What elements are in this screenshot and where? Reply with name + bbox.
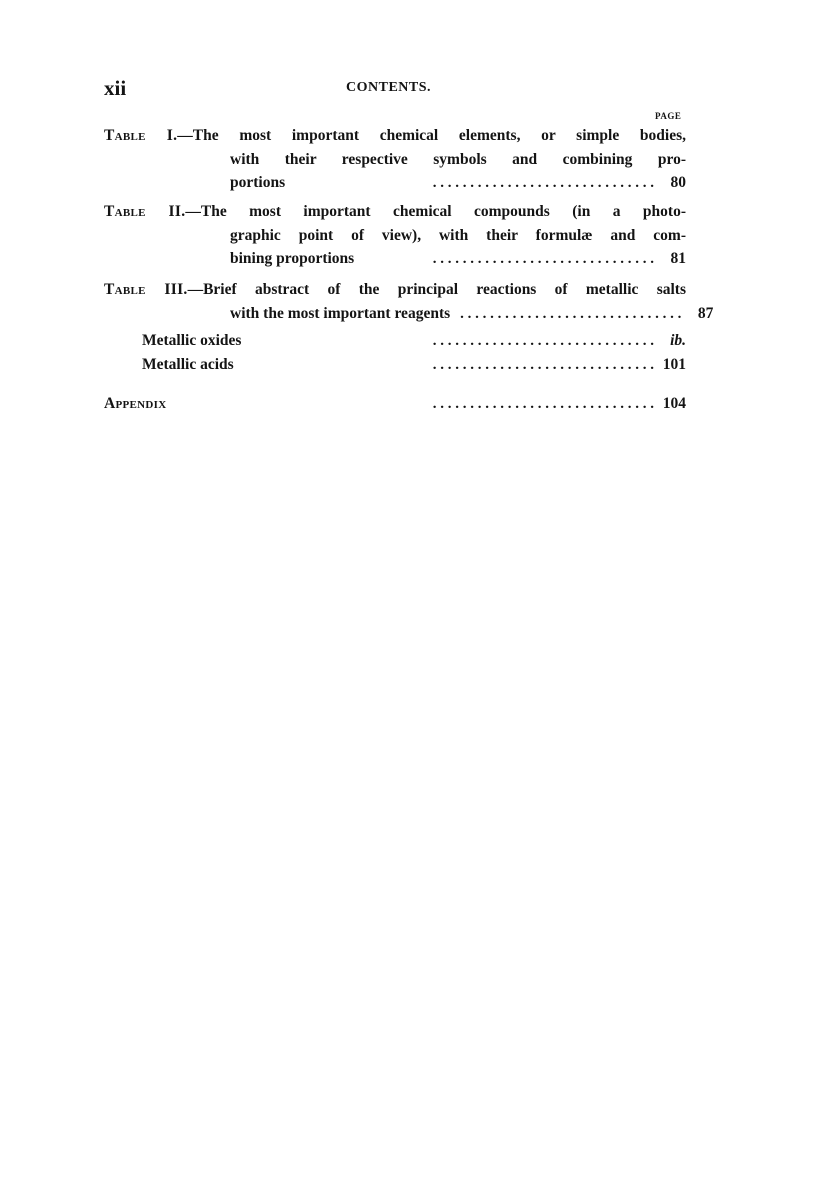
toc-page-number: ib. bbox=[670, 332, 686, 349]
leader-dots: . . . . . . . . . . . . . . . . . . . . . . . . . . . . . . bbox=[432, 175, 654, 191]
page-column-label: PAGE bbox=[655, 111, 682, 121]
toc-entry-line bbox=[230, 247, 686, 272]
toc-entry-text: bining proportions bbox=[230, 250, 355, 267]
toc-entry-line bbox=[230, 171, 686, 196]
toc-entry-table-1 bbox=[104, 124, 686, 196]
toc-subentry-metallic-oxides bbox=[142, 329, 686, 354]
toc-entry-text: with the most important reagents bbox=[230, 304, 451, 322]
toc-entry-line bbox=[104, 278, 686, 302]
toc-entry-text: portions bbox=[230, 174, 286, 191]
toc-entry-text: —Brief abstract of the principal reactions of metallic salts bbox=[187, 281, 687, 298]
toc-entry-label: Table III. bbox=[104, 281, 188, 298]
toc-entry-text: —The most important chemical elements, or simple bodies, bbox=[177, 127, 686, 144]
toc-entry-line bbox=[230, 302, 714, 327]
toc-entry-text: —The most important chemical compounds (in a photo- bbox=[185, 203, 686, 220]
toc-entry-label: Appendix bbox=[104, 395, 167, 412]
leader-dots: . . . . . . . . . . . . . . . . . . . . . . . . . . . . . . bbox=[432, 396, 654, 412]
leader-dots: . . . . . . . . . . . . . . . . . . . . . . . . . . . . . . bbox=[460, 305, 682, 322]
page-number: xii bbox=[104, 76, 127, 100]
toc-entry-line: with their respective symbols and combining pro- bbox=[230, 150, 686, 168]
toc-entry-appendix bbox=[104, 392, 686, 417]
running-head: CONTENTS. bbox=[346, 80, 432, 95]
toc-entry-line bbox=[104, 124, 686, 148]
toc-entry-label: Table I. bbox=[104, 127, 178, 144]
toc-entry-text: Metallic acids bbox=[142, 356, 234, 373]
toc-page-number: 101 bbox=[662, 356, 686, 373]
toc-entry-text: Metallic oxides bbox=[142, 332, 242, 349]
toc-entry-label: Table II. bbox=[104, 203, 186, 220]
toc-page-number: 104 bbox=[662, 395, 686, 412]
toc-entry-line: graphic point of view), with their formulæ and com- bbox=[230, 226, 686, 244]
toc-entry-table-2 bbox=[104, 200, 686, 272]
leader-dots: . . . . . . . . . . . . . . . . . . . . . . . . . . . . . . bbox=[432, 333, 654, 349]
toc-page-number: 80 bbox=[670, 174, 686, 191]
leader-dots: . . . . . . . . . . . . . . . . . . . . . . . . . . . . . . bbox=[432, 251, 654, 267]
toc-entry-table-3 bbox=[104, 278, 714, 326]
toc-entry-line bbox=[104, 200, 686, 224]
toc-subentry-metallic-acids bbox=[142, 353, 686, 378]
leader-dots: . . . . . . . . . . . . . . . . . . . . . . . . . . . . . . bbox=[432, 357, 654, 373]
toc-page-number: 87 bbox=[697, 304, 714, 322]
toc-page-number: 81 bbox=[670, 250, 686, 267]
